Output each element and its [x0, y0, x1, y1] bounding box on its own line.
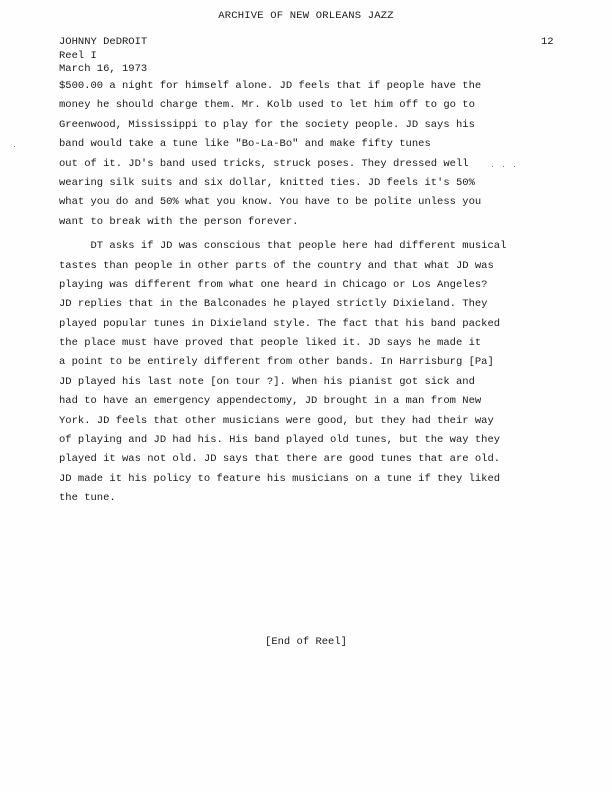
text-line: the place must have proved that people liked it. JD says he made it: [59, 337, 482, 350]
text-line: played it was not old. JD says that there are good tunes that are old.: [59, 453, 501, 466]
text-line: wearing silk suits and six dollar, knitted ties. JD feels it's 50%: [59, 176, 475, 189]
scan-speck: [503, 166, 504, 167]
text-line: York. JD feels that other musicians were good, but they had their way: [59, 414, 494, 427]
end-of-reel-note: [End of Reel]: [265, 636, 347, 648]
text-line: a point to be entirely different from other bands. In Harrisburg [Pa]: [59, 356, 494, 369]
text-line: out of it. JD's band used tricks, struck poses. They dressed well: [59, 157, 469, 170]
text-line: Greenwood, Mississippi to play for the society people. JD says his: [59, 118, 475, 131]
text-line: JD replies that in the Balconades he played strictly Dixieland. They: [59, 298, 488, 311]
scan-speck: [492, 166, 493, 167]
interviewee-name: JOHNNY DeDROIT: [59, 36, 148, 48]
interview-date: March 16, 1973: [59, 63, 148, 75]
interview-meta: [59, 36, 147, 77]
text-line: band would take a tune like "Bo-La-Bo" and make fifty tunes: [59, 138, 431, 151]
text-line: of playing and JD had his. His band played old tunes, but the way they: [59, 434, 501, 447]
text-line: the tune.: [59, 492, 116, 505]
text-line: money he should charge them. Mr. Kolb used to let him off to go to: [59, 99, 475, 112]
text-line: JD made it his policy to feature his musicians on a tune if they liked: [59, 472, 501, 485]
text-line: $500.00 a night for himself alone. JD feels that if people have the: [59, 80, 482, 92]
text-line: had to have an emergency appendectomy, JD brought in a man from New: [59, 395, 482, 408]
text-line: JD played his last note [on tour ?]. When his pianist got sick and: [59, 375, 475, 388]
text-line: tastes than people in other parts of the country and that what JD was: [59, 259, 494, 272]
reel-label: Reel I: [59, 49, 97, 62]
scan-speck: [514, 166, 515, 167]
text-line: playing was different from what one heard in Chicago or Los Angeles?: [59, 278, 488, 291]
text-line: what you do and 50% what you know. You have to be polite unless you: [59, 196, 482, 209]
text-line: played popular tunes in Dixieland style. The fact that his band packed: [59, 317, 501, 330]
scan-speck: [14, 146, 15, 147]
paragraph: [59, 237, 559, 508]
transcript-body: [59, 77, 559, 509]
text-line: DT asks if JD was conscious that people here had different musical: [59, 240, 507, 253]
text-line: want to break with the person forever.: [59, 215, 299, 228]
paragraph: [59, 77, 559, 232]
archive-title: ARCHIVE OF NEW ORLEANS JAZZ: [218, 10, 394, 22]
page-number: 12: [541, 36, 554, 48]
